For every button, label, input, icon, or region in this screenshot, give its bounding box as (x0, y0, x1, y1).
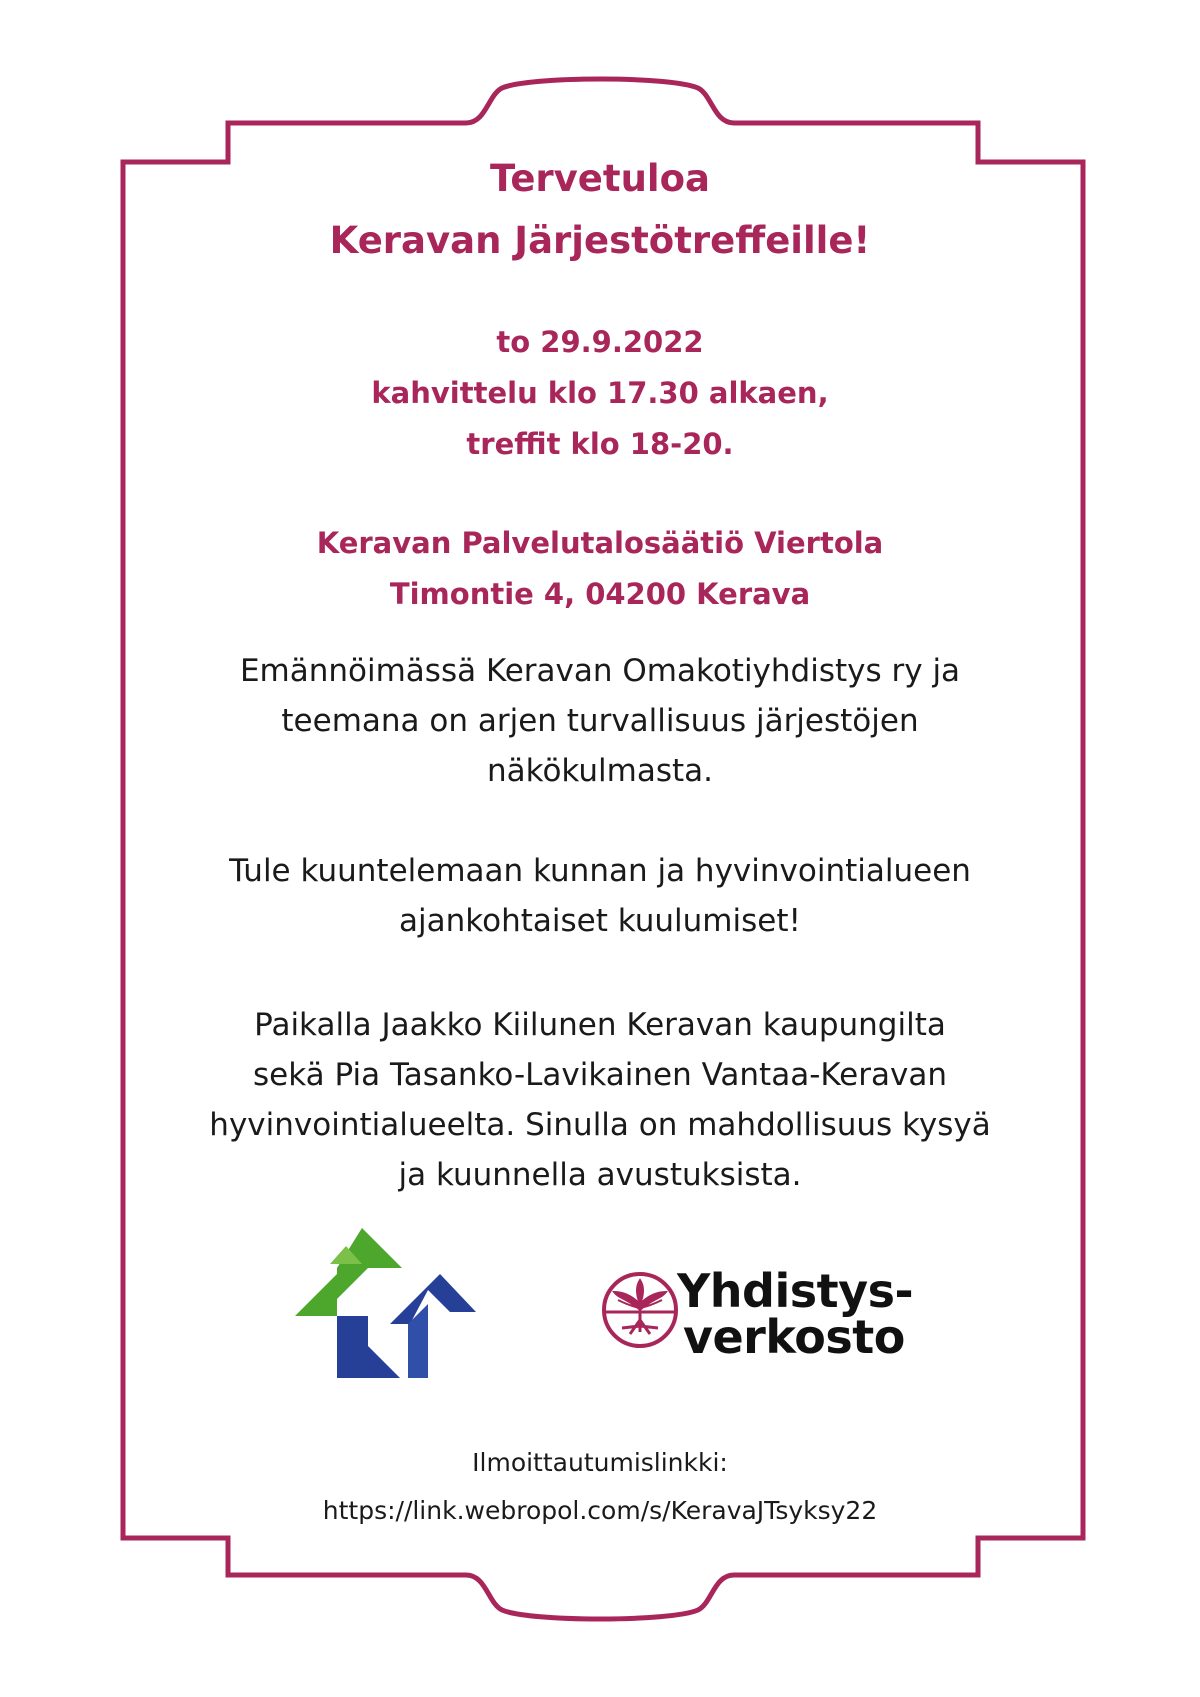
paragraph-line: teemana on arjen turvallisuus järjestöjen (281, 703, 919, 739)
tree-trunk (622, 1312, 658, 1334)
title-line-1: Tervetuloa (490, 157, 710, 200)
paragraph-line: näkökulmasta. (486, 753, 714, 789)
guests-paragraph (0, 1000, 1200, 1200)
kerava-house-logo-icon (290, 1228, 480, 1400)
tree-of-life-icon (600, 1270, 680, 1350)
registration-link[interactable]: https://link.webropol.com/s/KeravaJTsyksy22 (322, 1496, 878, 1525)
event-coffee-time: kahvittelu klo 17.30 alkaen, (371, 376, 829, 410)
paragraph-line: sekä Pia Tasanko-Lavikainen Vantaa-Keravan (253, 1057, 947, 1093)
registration (0, 1439, 1200, 1535)
paragraph-line: hyvinvointialueelta. Sinulla on mahdollisuus kysyä (209, 1107, 991, 1143)
event-details (0, 317, 1200, 470)
logo-blue-arrow (390, 1274, 476, 1324)
host-paragraph (0, 646, 1200, 796)
venue-address: Timontie 4, 04200 Kerava (389, 577, 811, 611)
venue-name: Keravan Palvelutalosäätiö Viertola (316, 526, 884, 560)
wordmark-line-2: verkosto (683, 1310, 905, 1364)
wordmark-line-1: Yhdistys- (677, 1264, 914, 1318)
event-meeting-time: treffit klo 18-20. (466, 427, 734, 461)
event-date: to 29.9.2022 (496, 325, 704, 359)
paragraph-line: Paikalla Jaakko Kiilunen Keravan kaupungilta (254, 1007, 946, 1043)
paragraph-line: ajankohtaiset kuulumiset! (399, 903, 801, 939)
paragraph-line: ja kuunnella avustuksista. (398, 1157, 802, 1193)
tree-crown (614, 1280, 666, 1310)
registration-label: Ilmoittautumislinkki: (472, 1448, 728, 1477)
logo-green-triangle (295, 1274, 337, 1316)
venue (0, 518, 1200, 620)
paragraph-line: Tule kuuntelemaan kunnan ja hyvinvointialueen (229, 853, 971, 889)
listen-paragraph (0, 846, 1200, 946)
title-line-2: Keravan Järjestötreffeille! (329, 219, 871, 262)
welcome-title (0, 148, 1200, 272)
yhdistysverkosto-wordmark (677, 1264, 977, 1364)
paragraph-line: Emännöimässä Keravan Omakotiyhdistys ry ja (239, 653, 961, 689)
